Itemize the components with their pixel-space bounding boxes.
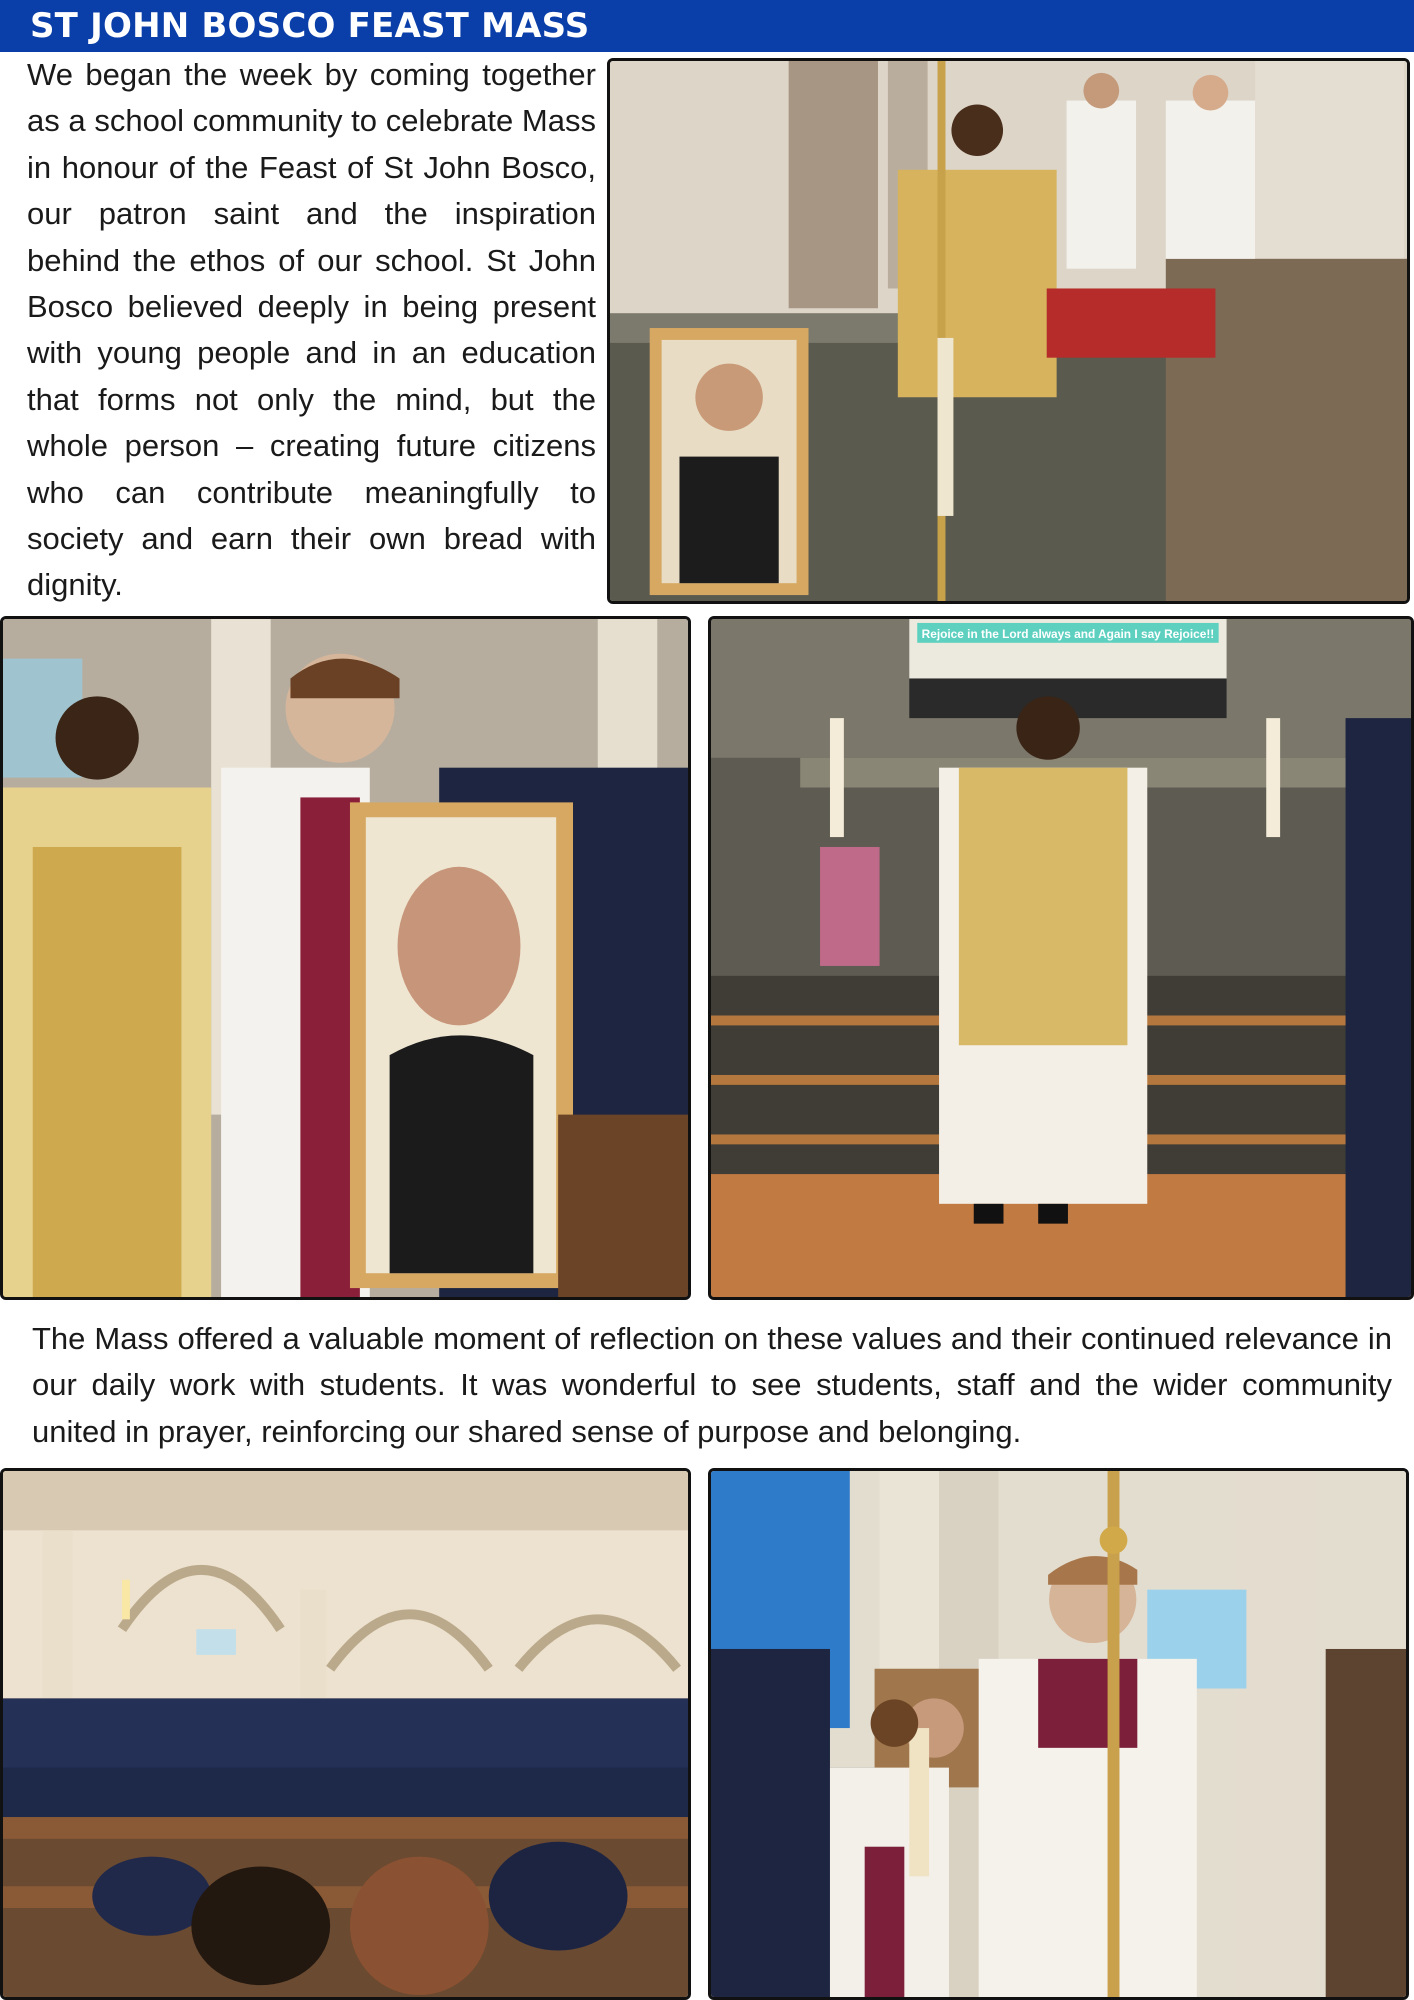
screen-caption: Rejoice in the Lord always and Again I say Rejoice!! <box>921 626 1215 641</box>
reflection-paragraph: The Mass offered a valuable moment of reflection on these values and their continued relevance in our daily work with students. It was wonderful to see students, staff and the wider community united in prayer, reinforcing our shared sense of purpose and belonging. <box>32 1321 1392 1449</box>
intro-paragraph: We began the week by coming together as a school community to celebrate Mass in honour of the Feast of St John Bosco, our patron saint and the inspiration behind the ethos of our school. St John Bosco believed deeply in being present with young people and in an education that forms not only the mind, but the whole person – creating future citizens who can contribute meaningfully to society and earn their own bread with dignity. <box>27 57 596 603</box>
header-bar <box>0 0 1414 52</box>
photo-portrait-procession <box>0 616 691 1300</box>
photo-congregation <box>0 1468 691 2000</box>
photo-altar-servers <box>708 1468 1409 2000</box>
page-title: ST JOHN BOSCO FEAST MASS <box>30 6 590 46</box>
photo-priest-at-lectern <box>607 58 1410 604</box>
photo-priest-speaking <box>708 616 1414 1300</box>
